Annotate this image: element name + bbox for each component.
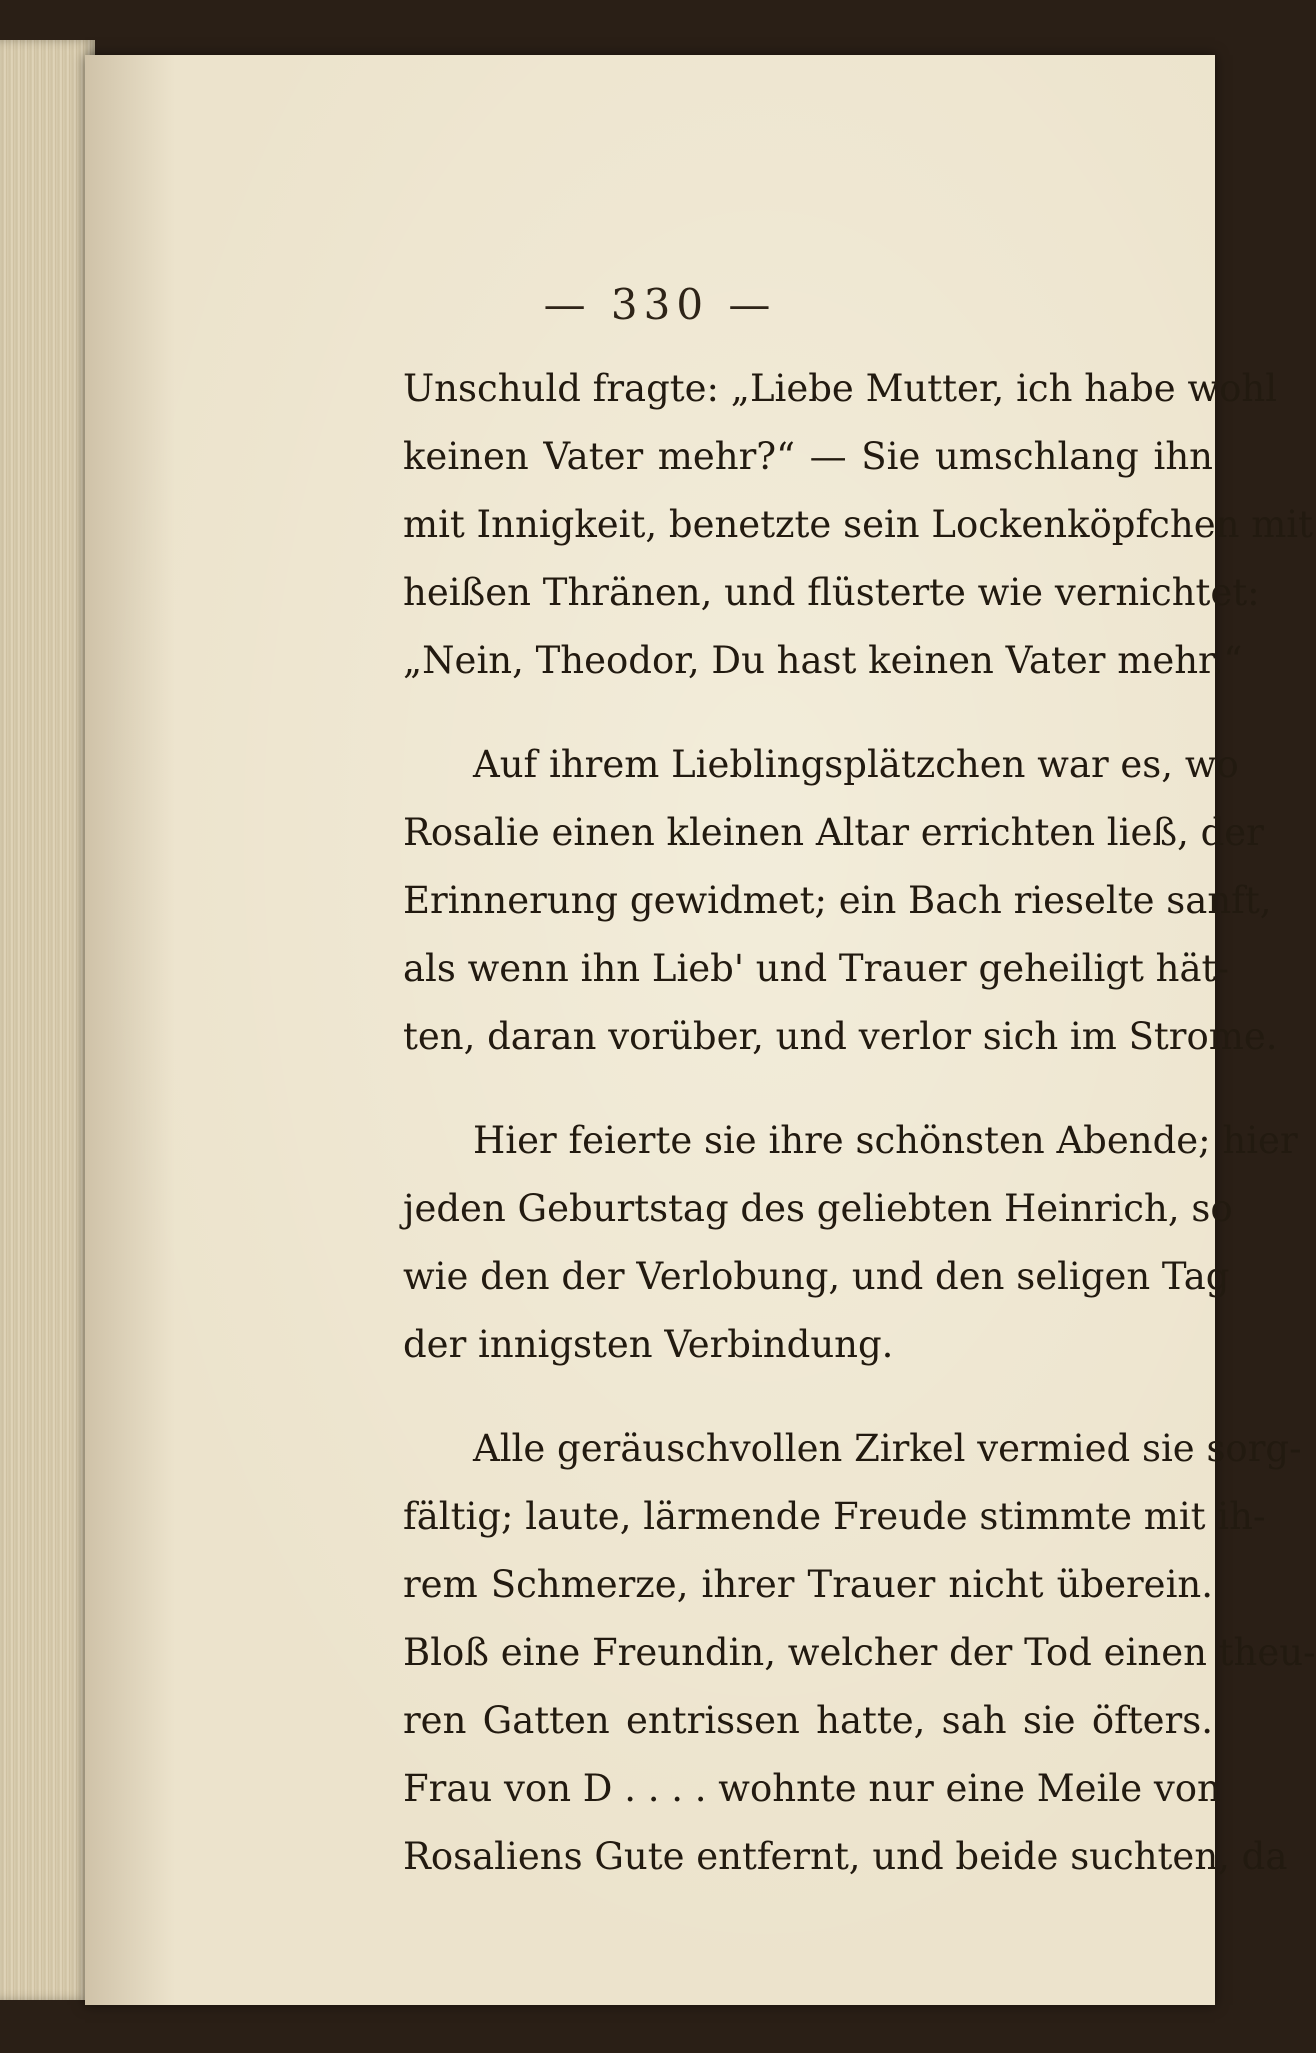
book-page-edges xyxy=(0,40,95,2000)
paragraph-gap xyxy=(403,695,1213,731)
text-line: rem Schmerze, ihrer Trauer nicht überein. xyxy=(403,1563,1213,1606)
text-line: Bloß eine Freundin, welcher der Tod einen theu- xyxy=(403,1631,1316,1674)
page-number: — 330 — xyxy=(543,280,777,329)
text-line: Auf ihrem Lieblingsplätzchen war es, wo xyxy=(473,743,1239,786)
text-line: Rosalie einen kleinen Altar errichten ließ, der xyxy=(403,811,1264,854)
book-page xyxy=(85,55,1316,2005)
text-line: fältig; laute, lärmende Freude stimmte mit ih- xyxy=(403,1495,1266,1538)
text-line: mit Innigkeit, benetzte sein Lockenköpfchen mit xyxy=(403,503,1314,546)
text-line: jeden Geburtstag des geliebten Heinrich, so xyxy=(403,1187,1233,1230)
text-line: „Nein, Theodor, Du hast keinen Vater mehr.“ xyxy=(403,639,1243,682)
page-text xyxy=(403,355,1316,1891)
text-line: Hier feierte sie ihre schönsten Abende; hier xyxy=(473,1119,1298,1162)
text-line: der innigsten Verbindung. xyxy=(403,1323,894,1366)
paragraph-gap xyxy=(403,1379,1213,1415)
text-line: heißen Thränen, und flüsterte wie vernichtet: xyxy=(403,571,1260,614)
text-line: ren Gatten entrissen hatte, sah sie öfters. xyxy=(403,1699,1213,1742)
text-line: Erinnerung gewidmet; ein Bach rieselte sanft, xyxy=(403,879,1272,922)
text-line: Unschuld fragte: „Liebe Mutter, ich habe wohl xyxy=(403,367,1278,410)
text-line: ten, daran vorüber, und verlor sich im Strome. xyxy=(403,1015,1278,1058)
text-line: Rosaliens Gute entfernt, und beide suchten, da xyxy=(403,1835,1288,1878)
text-line: wie den der Verlobung, und den seligen Tag xyxy=(403,1255,1230,1298)
text-line: keinen Vater mehr?“ — Sie umschlang ihn xyxy=(403,435,1213,478)
text-line: als wenn ihn Lieb' und Trauer geheiligt hät- xyxy=(403,947,1229,990)
text-line: Frau von D . . . . wohnte nur eine Meile von xyxy=(403,1767,1221,1810)
paragraph-gap xyxy=(403,1071,1213,1107)
text-line: Alle geräuschvollen Zirkel vermied sie sorg- xyxy=(473,1427,1302,1470)
